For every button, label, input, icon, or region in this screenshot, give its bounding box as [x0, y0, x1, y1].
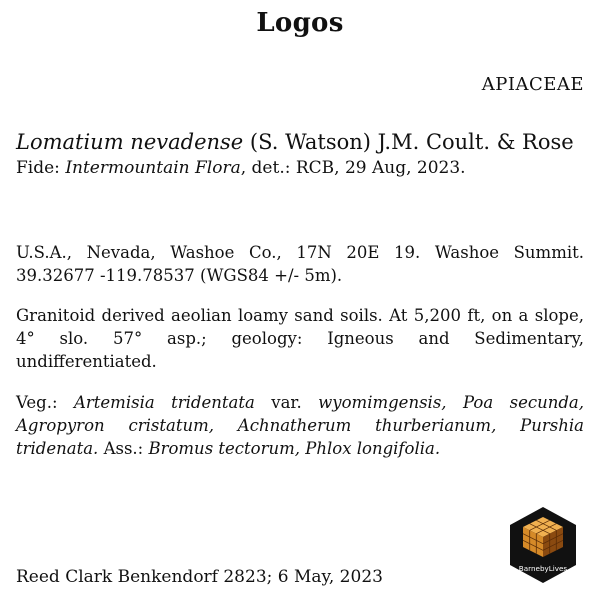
locality-paragraph — [16, 241, 584, 287]
fide-details: , det.: RCB, 29 Aug, 2023. — [240, 158, 466, 178]
taxon-name: Lomatium nevadense — [16, 130, 244, 154]
veg-label: Veg.: — [16, 393, 58, 412]
fide-label: Fide: — [16, 158, 60, 178]
habitat-paragraph: Granitoid derived aeolian loamy sand soils. At 5,200 ft, on a slope, 4° slo. 57° asp.; geology: Igneous and Sedimentary, undifferentiated. — [16, 306, 584, 371]
locality-text: U.S.A., Nevada, Washoe Co., 17N 20E 19. Washoe Summit. — [16, 243, 584, 262]
vegetation-paragraph — [16, 391, 584, 460]
assoc-label: Ass.: — [103, 439, 144, 458]
assoc-species: Bromus tectorum, Phlox longifolia. — [148, 439, 441, 458]
fide-source: Intermountain Flora — [65, 158, 241, 178]
veg-rank: var. — [271, 393, 302, 412]
locality-coordinates: 39.32677 -119.78537 (WGS84 +/- 5m). — [16, 266, 343, 285]
veg-species-b: wyomimgensis, Poa secunda, Agropyron cristatum, Achnatherum thurberianum, Purshia tridenata. — [16, 393, 584, 458]
taxon-line — [16, 130, 586, 154]
barnebylives-logo — [508, 505, 578, 585]
taxon-authority: (S. Watson) J.M. Coult. & Rose — [249, 130, 574, 154]
veg-species-a: Artemisia tridentata — [73, 393, 255, 412]
family-name: APIACEAE — [481, 74, 584, 95]
logo-text: BarnebyLives — [518, 564, 568, 573]
determination-line — [16, 158, 466, 178]
label-title: Logos — [256, 8, 344, 38]
collector-line: Reed Clark Benkendorf 2823; 6 May, 2023 — [16, 567, 383, 587]
logo-graphic — [508, 505, 578, 585]
